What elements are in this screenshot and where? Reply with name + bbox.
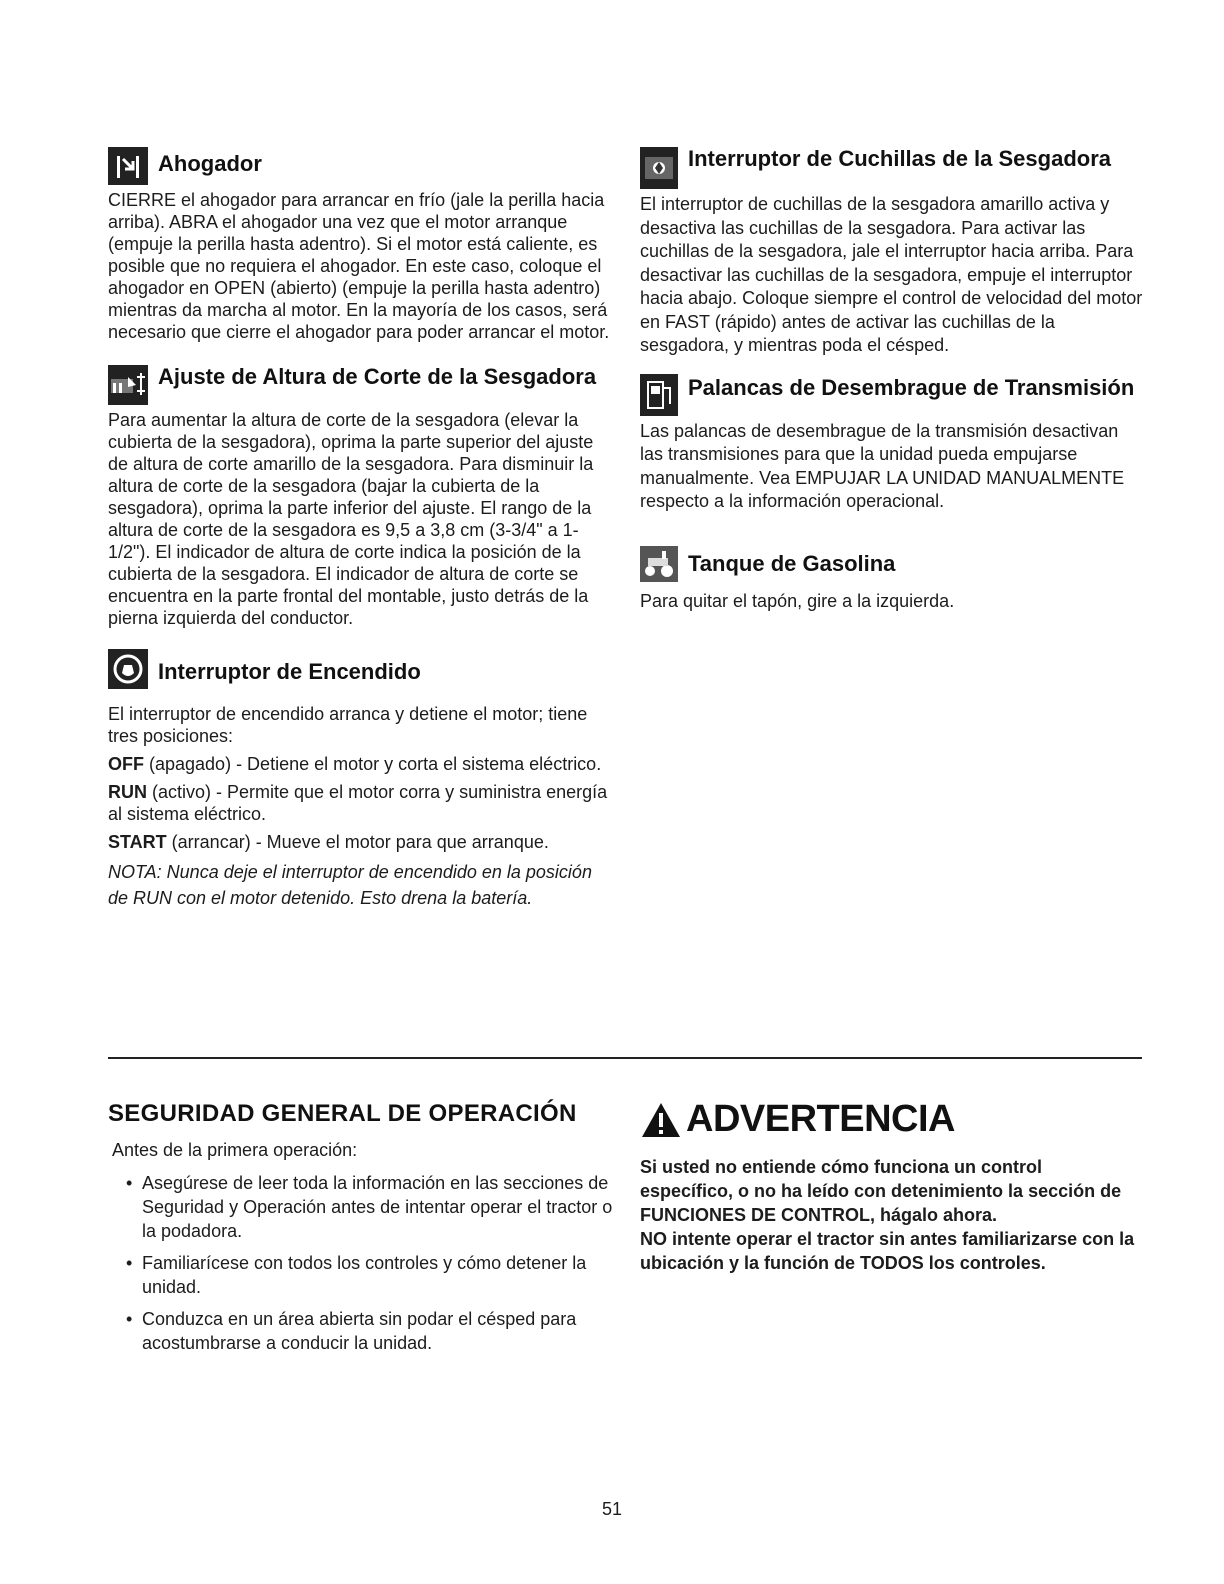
section-fuel-tank-header [640, 544, 1145, 582]
choke-icon [108, 147, 148, 185]
warning-box [640, 1098, 1140, 1275]
ignition-start-text: (arrancar) - Mueve el motor para que arranque. [166, 832, 549, 852]
section-title: Tanque de Gasolina [688, 550, 896, 576]
ignition-note: NOTA: Nunca deje el interruptor de encendido en la posición de RUN con el motor detenido. Esto drena la batería. [108, 862, 592, 908]
ignition-run-item [108, 781, 614, 825]
warning-text-2: NO intente operar el tractor sin antes familiarizarse con la ubicación y la función de TODOS los controles. [640, 1229, 1135, 1273]
section-title: Interruptor de Encendido [158, 659, 421, 684]
warning-text-1: Si usted no entiende cómo funciona un control específico, o no ha leído con detenimiento la sección de FUNCIONES DE CONTROL, hágalo ahora. [640, 1157, 1122, 1225]
section-transmission-header [640, 372, 1145, 416]
general-safety-section [108, 1100, 618, 1363]
section-ignition [108, 647, 614, 911]
section-title: Palancas de Desembrague de Transmisión [688, 374, 1135, 400]
ignition-run-text: (activo) - Permite que el motor corra y suministra energía al sistema eléctrico. [108, 782, 608, 824]
warning-title: ADVERTENCIA [686, 1098, 955, 1140]
section-body: El interruptor de encendido arranca y detiene el motor; tiene tres posiciones: [108, 704, 588, 746]
section-body: Las palancas de desembrague de la transmisión desactivan las transmisiones para que la unidad pueda empujarse manualmente. Vea EMPUJAR LA UNIDAD MANUALMENTE respecto a la información operacional. [640, 420, 1125, 511]
page-number: 51 [601, 1499, 623, 1519]
section-fuel-tank [640, 544, 1145, 612]
warning-header [640, 1098, 1140, 1141]
section-choke [108, 145, 614, 343]
warning-text [640, 1155, 1140, 1275]
right-column [640, 145, 1145, 612]
safety-list [108, 1171, 618, 1355]
ignition-off-item [108, 753, 614, 775]
ignition-start-label: START [108, 832, 167, 852]
list-item: • Familiarícese con todos los controles y cómo detener la unidad. [126, 1251, 618, 1299]
transmission-lever-icon [640, 374, 678, 416]
cutting-height-icon [108, 365, 148, 405]
section-cutting-height-header [108, 363, 614, 405]
ignition-off-text: (apagado) - Detiene el motor y corta el sistema eléctrico. [144, 754, 602, 774]
left-column [108, 145, 614, 911]
section-body: CIERRE el ahogador para arrancar en frío (jale la perilla hacia arriba). ABRA el ahogador una vez que el motor arranque (empuje la perilla hasta adentro). Si el motor está caliente, es posible que no requiera el ahogador. En este caso, coloque el ahogador en OPEN (abierto) (empuje la perilla hasta adentro) mientras da marcha al motor. En la mayoría de los casos, será necesario que cierre el ahogador para poder arrancar el motor. [108, 190, 610, 342]
section-blade-switch [640, 145, 1145, 358]
section-choke-header [108, 145, 614, 185]
blade-switch-icon [640, 147, 678, 189]
section-body: Para aumentar la altura de corte de la sesgadora (elevar la cubierta de la sesgadora), oprima la parte superior del ajuste de altura de corte amarillo de la sesgadora. Para disminuir la altura de corte de la sesgadora (bajar la cubierta de la sesgadora), oprima la parte inferior del ajuste. El rango de la altura de corte de la sesgadora es 9,5 a 3,8 cm (3-3/4" a 1-1/2"). El indicador de altura de corte indica la posición de la cubierta de la sesgadora. El indicador de altura de corte se encuentra en la parte frontal del montable, justo detrás de la pierna izquierda del conductor. [108, 410, 594, 628]
fuel-tank-icon [640, 546, 678, 582]
warning-triangle-icon [640, 1101, 682, 1139]
section-body: El interruptor de cuchillas de la sesgadora amarillo activa y desactiva las cuchillas de la sesgadora. Para activar las cuchillas de la sesgadora, jale el interruptor hacia arriba. Para desactivar las cuchillas de la sesgadora, empuje el interruptor hacia abajo. Coloque siempre el control de velocidad del motor en FAST (rápido) antes de activar las cuchillas de la sesgadora, y mientras poda el césped. [640, 194, 1143, 355]
section-title: Ahogador [158, 151, 262, 176]
list-item: • Asegúrese de leer toda la información en las secciones de Seguridad y Operación antes de intentar operar el tractor o la podadora. [126, 1171, 618, 1243]
ignition-icon [108, 649, 148, 689]
list-item: • Conduzca en un área abierta sin podar el césped para acostumbrarse a conducir la unidad. [126, 1307, 618, 1355]
section-divider [108, 1057, 1142, 1059]
section-transmission [640, 372, 1145, 514]
section-title: Interruptor de Cuchillas de la Sesgadora [688, 146, 1111, 171]
section-blade-switch-header [640, 145, 1145, 189]
section-ignition-header [108, 647, 614, 689]
ignition-off-label: OFF [108, 754, 144, 774]
section-cutting-height [108, 363, 614, 629]
ignition-run-label: RUN [108, 782, 147, 802]
ignition-start-item [108, 831, 614, 853]
safety-intro: Antes de la primera operación: [112, 1140, 358, 1160]
safety-title: SEGURIDAD GENERAL DE OPERACIÓN [108, 1100, 577, 1127]
section-title: Ajuste de Altura de Corte de la Sesgadora [158, 364, 597, 389]
section-body: Para quitar el tapón, gire a la izquierda. [640, 590, 955, 611]
